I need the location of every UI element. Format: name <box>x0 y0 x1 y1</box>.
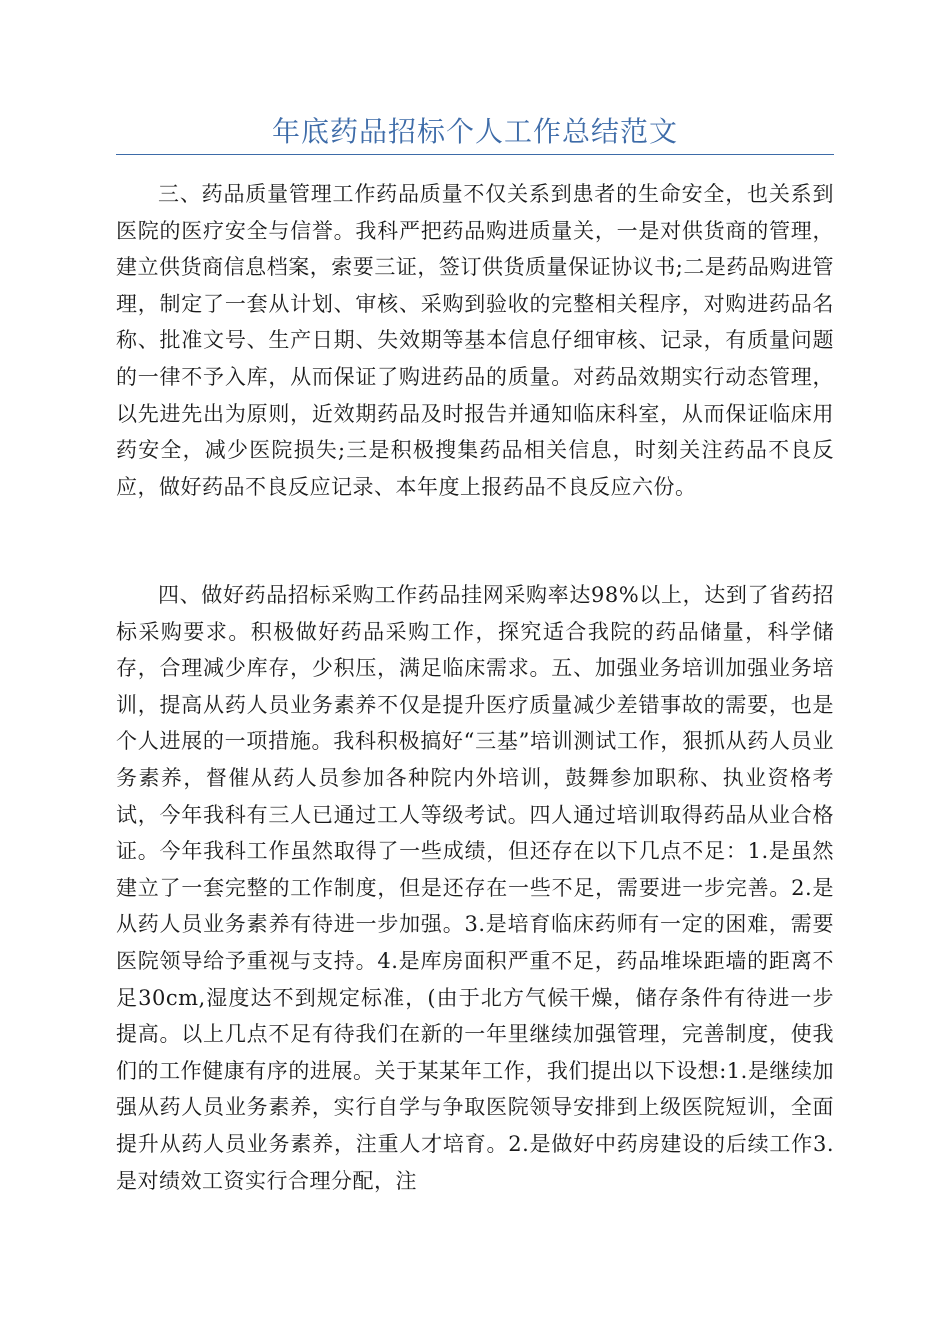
paragraph-quality-management: 三、药品质量管理工作药品质量不仅关系到患者的生命安全，也关系到医院的医疗安全与信誉。我科严把药品购进质量关，一是对供货商的管理，建立供货商信息档案，索要三证，签订供货质量保证协议书;二是药品购进管理，制定了一套从计划、审核、采购到验收的完整相关程序，对购进药品名称、批准文号、生产日期、失效期等基本信息仔细审核、记录，有质量问题的一律不予入库，从而保证了购进药品的质量。对药品效期实行动态管理，以先进先出为原则，近效期药品及时报告并通知临床科室，从而保证临床用药安全，减少医院损失;三是积极搜集药品相关信息，时刻关注药品不良反应，做好药品不良反应记录、本年度上报药品不良反应六份。 <box>116 182 834 499</box>
title-underline <box>116 154 834 155</box>
paragraph-procurement-training: 四、做好药品招标采购工作药品挂网采购率达98%以上，达到了省药招标采购要求。积极做好药品采购工作，探究适合我院的药品储量，科学储存，合理减少库存，少积压，满足临床需求。五、加强业务培训加强业务培训，提高从药人员业务素养不仅是提升医疗质量减少差错事故的需要，也是个人进展的一项措施。我科积极搞好“三基”培训测试工作，狠抓从药人员业务素养，督催从药人员参加各种院内外培训，鼓舞参加职称、执业资格考试，今年我科有三人已通过工人等级考试。四人通过培训取得药品从业合格证。今年我科工作虽然取得了一些成绩，但还存在以下几点不足：1.是虽然建立了一套完整的工作制度，但是还存在一些不足，需要进一步完善。2.是从药人员业务素养有待进一步加强。3.是培育临床药师有一定的困难，需要医院领导给予重视与支持。4.是库房面积严重不足，药品堆垛距墙的距离不足30cm,湿度达不到规定标准，(由于北方气候干燥，储存条件有待进一步提高。以上几点不足有待我们在新的一年里继续加强管理，完善制度，使我们的工作健康有序的进展。关于某某年工作，我们提出以下设想:1.是继续加强从药人员业务素养，实行自学与争取医院领导安排到上级医院短训，全面提升从药人员业务素养，注重人才培育。2.是做好中药房建设的后续工作3.是对绩效工资实行合理分配，注 <box>116 583 834 1193</box>
document-title: 年底药品招标个人工作总结范文 <box>271 115 678 148</box>
